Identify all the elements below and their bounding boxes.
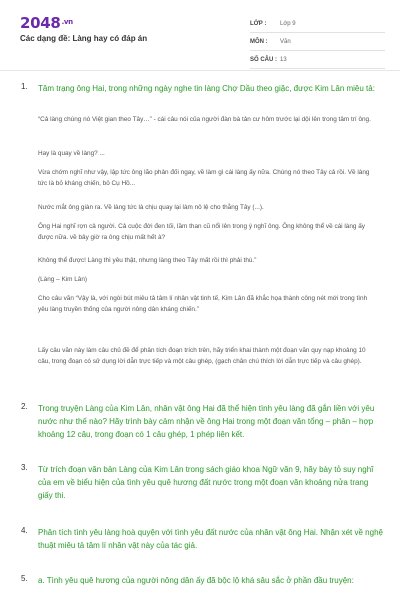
excerpt-paragraph: Cho câu văn “Vậy là, với ngòi bút miêu tả tâm lí nhân vật tinh tế, Kim Lân đã khắc họa thành công nét mới trong tình yêu làng truyền thống của người nông dân kháng chiến.” — [38, 295, 368, 313]
meta-value: Văn — [280, 38, 291, 45]
meta-label: MÔN : — [250, 38, 268, 45]
question-text: Phân tích tình yêu làng hoà quyện với tình yêu đất nước của nhân vật ông Hai. Nhận xét về nghệ thuật miêu tả tâm lí nhân vật này của tác giả. — [38, 528, 383, 550]
excerpt-source: (Làng – Kim Lân) — [38, 276, 88, 283]
meta-row-subject — [250, 33, 385, 51]
meta-row-count — [250, 51, 385, 69]
excerpt-paragraph: Ông Hai nghĩ rợn cả người. Cả cuộc đời đen tối, lầm than cũ nổi lên trong ý nghĩ ông. Ông không thể về cái làng ấy được nữa. về bây giờ ra ông chịu mất hết à? — [38, 223, 365, 241]
task-paragraph: Lấy câu văn này làm câu chủ đề để phân tích đoạn trích trên, hãy triển khai thành một đoạn văn quy nạp khoảng 10 câu, trong đoạn có sử dụng lời dẫn trực tiếp và một câu ghép, (gạch chân chú thích lời dẫn trực tiếp và câu ghép). — [38, 347, 366, 365]
meta-label: SỐ CÂU : — [250, 56, 277, 63]
meta-value: 13 — [280, 56, 287, 63]
meta-row-grade — [250, 15, 385, 33]
logo-text: 2048 — [20, 14, 61, 32]
meta-label: LỚP : — [250, 20, 267, 27]
excerpt-paragraph: Vừa chớm nghĩ như vậy, lập tức ông lão phản đối ngay, về làm gì cái làng ấy nữa. Chúng nó theo Tây cả rồi. Về làng tức là bỏ kháng chiến, bỏ Cụ Hồ... — [38, 169, 370, 187]
meta-value: Lớp 9 — [280, 20, 296, 27]
question-number: 2. — [21, 402, 28, 411]
page-title: Các dạng đề: Làng hay có đáp án — [20, 34, 148, 43]
meta-table — [250, 15, 385, 69]
site-logo[interactable] — [20, 14, 73, 32]
question-number: 1. — [21, 82, 28, 91]
header — [0, 0, 400, 71]
question-prompt: Tâm trạng ông Hai, trong những ngày nghe tin làng Chợ Dầu theo giặc, được Kim Lân miêu tả: — [38, 84, 375, 93]
excerpt-paragraph: Hay là quay về làng? ... — [38, 150, 105, 157]
logo-suffix: .vn — [61, 18, 73, 26]
question-text: Từ trích đoạn văn bản Làng của Kim Lân trong sách giáo khoa Ngữ văn 9, hãy bày tỏ suy nghĩ của em về biểu hiện của tình yêu quê hương đất nước trong một đoạn văn khoảng nửa trang giấy thi. — [38, 465, 374, 500]
excerpt-paragraph: Nước mắt ông giàn ra. Về làng tức là chịu quay lại làm nô lệ cho thằng Tây (...). — [38, 204, 264, 211]
question-text: Trong truyện Làng của Kim Lân, nhân vật ông Hai đã thể hiện tình yêu làng đã gắn liền với yêu nước như thế nào? Hãy trình bày cảm nhận về ông Hai trong một đoạn văn tổng – phân – hợp khoảng 12 câu, trong đoạn có 1 câu ghép, 1 phép liên kết. — [38, 404, 375, 439]
excerpt-paragraph: “Cả làng chúng nó Việt gian theo Tây…” - cái câu nói của người đàn bà tản cư hôm trước lại dội lên trong tâm trí ông. — [38, 116, 371, 123]
question-number: 5. — [21, 574, 28, 583]
question-text: a. Tình yêu quê hương của người nông dân ấy đã bộc lộ khá sâu sắc ở phần đầu truyện: — [38, 576, 354, 585]
excerpt-paragraph: Không thể được! Làng thì yêu thật, nhưng làng theo Tây mất rồi thì phải thù.” — [38, 257, 257, 264]
question-number: 4. — [21, 526, 28, 535]
question-number: 3. — [21, 463, 28, 472]
